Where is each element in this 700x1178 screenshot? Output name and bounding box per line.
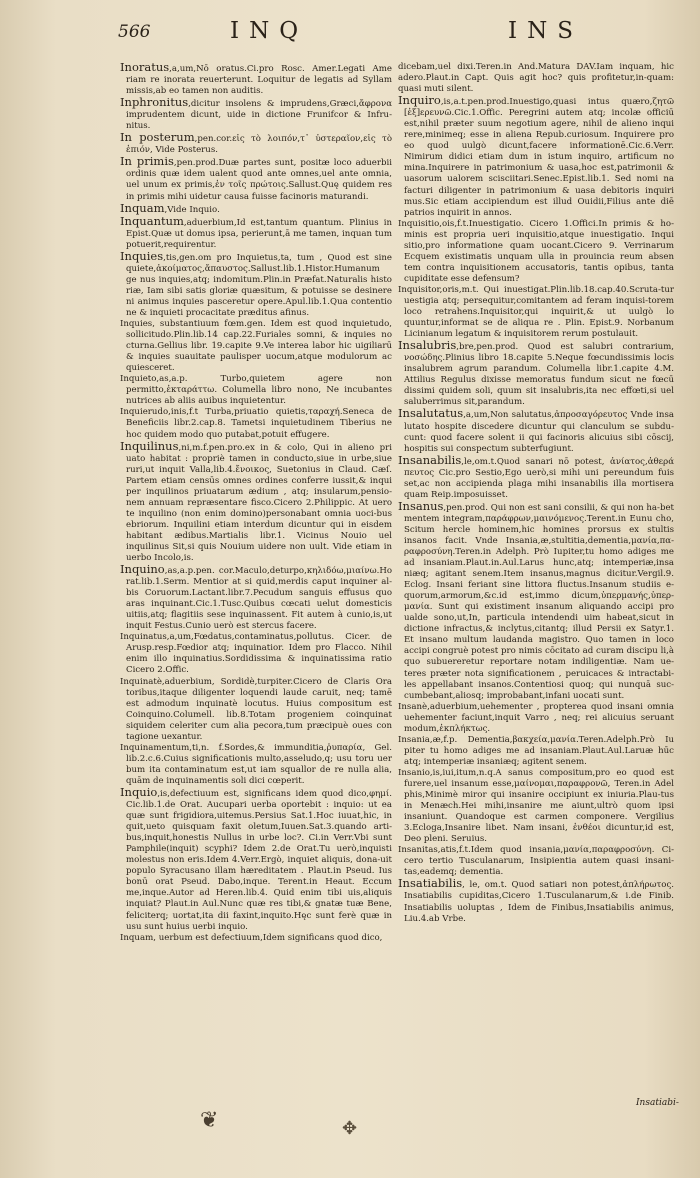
dictionary-entry [398,219,674,285]
dictionary-entry [398,735,674,768]
entry-text: ,bre,pen.prod. Quod est salubri contrarium, νοσώδης.Plinius libro 18.capite 5.Neque fœcundissimis locis insalubrem agrum parandum. Columella libr.1.capite 4.M. Attilius Regulus dixisse memoratus fundum sicut ne fœcū dissimi quidem soli, quum sit insalubris,ita nec effœti,si uel saluberrimus sit,parandum. [404,342,674,408]
dictionary-entry [398,408,674,454]
page-number: 566 [118,22,151,42]
entry-text: ,pen.prod.Duæ partes sunt, positæ loco aduerbii ordinis quæ idem ualent quod ante omnes,uel ante omnia, uel unum ex primis,ἐν τοῖς πρώτοις.Sallust.Quę quidem res in primis mihi uidetur causa fuisse facinoris maturandi. [126,158,392,202]
entry-headword: Inoratus [120,62,170,74]
printer-ornament-small-icon: ✥ [342,1118,358,1139]
dictionary-entry [398,95,674,219]
running-head-left: INQ [230,18,309,44]
entry-text: Inquinatus,a,um,Fœdatus,contaminatus,pollutus. Cicer. de Arusp.resp.Fœdior atq; inquinatior. Idem pro Flacco. Nihil enim illo inquinatius.Sordidissima & inquinatissima ratio Cicero 2.Offic. [120,632,392,676]
dictionary-entry [120,632,392,676]
dictionary-entry [398,62,674,95]
entry-text: Insania,æ,f.p. Dementia,βακχεία,μανία.Teren.Adelph.Prò Iu piter tu homo adiges me ad insaniam.Plaut.Aul.Laruæ hūc atq; intemperiæ insaniæq; agitent senem. [398,734,674,767]
entry-headword: Inquam [120,200,165,215]
entry-text: , le, om.t. Quod satiari non potest,ἀπλήρωτος. Insatiabilis cupiditas,Cicero 1.Tusculanarum,& i.de Finib. Insatiabilis uoluptas , Idem de Finibus,Insatiabilis animus, Liu.4.ab Vrbe. [404,880,674,924]
entry-text: ,tis,gen.om pro Inquietus,ta, tum , Quod est sine quiete,ἀκοίματος,ἄπαυστος.Sallust.lib.1.Histor.Humanum ge nus inquies,atq; indomitum.Plin.in Præfat.Naturalis histo riæ, Iam sibi satis gloriæ quæsitum, & potuisse se desinere ni animus inquies pasceretur opere.Apul.lib.1.Qua contentio ne & inquieti procacitate præditus afinus. [126,252,392,318]
dictionary-entry [120,62,392,97]
dictionary-entry [120,156,392,202]
dictionary-entry [120,132,392,156]
printer-ornament-icon: ❦ [200,1108,219,1133]
entry-headword: Inquilinus [120,438,179,453]
dictionary-entry [120,438,392,565]
dictionary-entry [398,285,674,340]
entry-text: ,Vide Inquio. [164,204,220,215]
entry-headword: In primis [120,154,174,169]
running-head-right: INS [508,18,583,44]
entry-text: Inquinamentum,ti,n. f.Sordes,& immunditia,ῥυπαρία, Gel. lib.2.c.6.Cuius significationis multo,asseludo,q; usu toru uer bum ita contaminatum est,ut iam squallor de re nulla alia, quām de inquinamentis soli dici cœperit. [120,742,392,786]
dictionary-entry [120,407,392,440]
entry-text: Inquisitio,ois,f.t.Inuestigatio. Cicero 1.Offici.In primis & ho-minis est propria ueri inquisitio,atque inuestigatio. Inqui sitio,pro informatione quam uocant.Cicero 9. Verrinarum Ecquem existimatis unquam ulla in prouincia reum absen tem contra inquisitionem accusatoris, tantis opibus, tanta cupiditate esse defensum? [398,218,674,284]
dictionary-entry [120,97,392,132]
dictionary-entry [120,213,392,251]
dictionary-entry [120,564,392,632]
dictionary-entry [398,845,674,878]
entry-headword: Insalutatus [398,406,464,421]
entry-text: Inquies, substantiuum fœm.gen. Idem est quod inquietudo, sollicitudo.Plin.lib.14 cap.22.Furiales somni, & inquies no cturna.Gellius libr. 19.capite 9.Ve interea labor hic uigiliarū & inquies suauitate paulisper uocum,atque modulorum ac quiesceret. [120,319,392,374]
entry-text: ,a,um,Non salutatus,ἀπροσαγόρευτος Vnde insa lutato hospite discedere dicuntur qui clanculum se subdu-cunt: quod facere solent ii qui facinoris alicuius sibi cōscij, hospitis sui conspectum subterfugiunt. [404,410,674,454]
entry-headword: Insanabilis [398,452,462,467]
entry-headword: Insalubris [398,338,457,353]
dictionary-entry [120,743,392,787]
dictionary-entry [120,319,392,374]
dictionary-entry [398,452,674,501]
entry-text: ,a,um,Nō oratus.Ci.pro Rosc. Amer.Legati Ame riam re inorata reuerterunt. Loquitur de legatis ad Syllam missis,ab eo tamen non auditis. [126,64,392,97]
entry-text: ,pen.cor.εἰς τὸ λοιπόν,τ᾽ ὑστεραῖον,εἰς τὸ ἐπιόν, Vide Posterus. [126,134,392,156]
entry-headword: Insatiabilis [398,876,463,891]
entry-headword: Inquiro [398,93,441,108]
entry-text: Inquisitor,oris,m.t. Qui inuestigat.Plin.lib.18.cap.40.Scruta-tur uestigia atq; persequitur,comitantem ad feram inquisi-torem loco retrahens.Inquisitor,qui inquirit,& ut uulgò lo quuntur,informat se de aliqua re . Plin. Epist.9. Norbanum Licinianum legatum & inquisitorem rerum postulauit. [398,284,674,340]
entry-text: ,le,om.t.Quod sanari nō potest, ἀνίατος,ἀθερά πευτος Cic.pro Sestio,Ego uerò,si mihi uni pereundum fuis set,ac non accipienda plaga mihi insanabilis illa mortisera quam Reip.imposuisset. [404,456,674,500]
page-header [0,14,700,54]
entry-text: ,pen.prod. Qui non est sani consilii, & qui non ha-bet mentem integram,παράφρων,μαινόμενος.Terent.in Eunu cho, Scitum hercle hominem,hic homines prorsus ex stultis insanos facit. Vnde Insania,æ,stultitia,dementia,μανία,πα-ραφροσύνη.Teren.in Adelph. Prò Iupiter,tu homo adiges me ad insaniam.Plaut.in.Aul.Larus hunc,atq; intemperiæ,insa niæq; agitant senem.Item insanus,magnus dicitur.Vergil.9. Eclog. Insani feriant sine littora fluctus.Insanum studiis e-quorum,armorum,&c.id est,immo dicum,ὑπερμανής,ὑπερ-μανία. Sunt qui existiment insanum aliquando accipi pro ualde sono,ut,In, particula intendendi uim habeat,sicut in dictione infractus,& inclytus,citantq; illud Persii ex Satyr.1. Et insano multum laudanda magistro. Quo tamen in loco accipi congruè potest pro nimis cōcitato ad curam discipu li,à quo subuereretur reportare notam indiligentiæ. Nam ue-teres præter nota significationem , peruicaces & intractabi-les appellabant insanos.Contentiosi quoq; qui nunquā suc-cumbebant,aliosq; improbabant,infani uocati sunt. [404,502,674,701]
entry-headword: Inquino [120,562,165,577]
entry-text: ,as,a.p.pen. cor.Maculo,deturpo,κηλιδόω,μιαίνω.Ho rat.lib.1.Serm. Mentior at si quid,merdis caput inquiner al-bis Coruorum.Lactant.libr.7.Pecudum sanguis effusus quo aras inquinant.Cic.1.Tusc.Quibus cœcati uelut domesticis uitiis,atq; flagitiis sese inquinassent. Fit autem à cunio,is,ut inquit Festus.Cunio uerò est stercus facere. [126,566,392,632]
dictionary-entry [398,768,674,845]
dictionary-entry [120,248,392,319]
entry-headword: Inphronitus [120,95,189,110]
dictionary-entry [120,374,392,407]
entry-headword: Inquantum [120,213,184,228]
dictionary-entry [120,933,392,944]
catchword: Insatiabi- [636,1098,679,1108]
entry-text: Inquam, uerbum est defectiuum,Idem significans quod dico, [120,932,383,943]
entry-text: ,ni,m.f.pen.pro.ex in & colo, Qui in alieno pri uato habitat : propriè tamen in conducto,siue in urbe,siue ruri,ut inquit Valla,lib.4.ἔνοικος, Suetonius in Claud. Cæſ. Partem etiam censūs omnes ordines conferre iussit,& inqui per inquilinos priuatarum ædium , atq; insularum,pensio-nem annuam repræsentare fisco.Cicero 2.Philippic. At uero te inquilino (non enim domino)personabant omnia uoci-bus ebriorum. Inquilini etiam interdum dicuntur qui in eisdem habitant ædibus.Martialis libr.1. Vicinus Nouio uel inquilinus Sit,si quis Nouium uidere non uult. Vide etiam in uerbo Incolo,is. [126,442,392,564]
dictionary-entry [398,340,674,408]
entry-text: Inquieto,as,a.p. Turbo,quietem agere non permitto,ἐκταράττω. Columella libro nono, Ne incubantes nutrices ab aliis auibus inquietentur. [120,374,392,407]
entry-text: ,aduerbium,Id est,tantum quantum. Plinius in Epist.Quæ ut domus ipsa, perierunt,ā me tamen, inquan tum potuerit,requirentur. [126,217,392,250]
entry-headword: In posterum [120,130,195,145]
entry-headword: Insanus [398,498,444,513]
entry-text: Insanio,is,iui,itum,n.q.A sanus compositum,pro eo quod est furere,uel insanum esse,μαίνομαι,παραφρονῶ, Teren.in Adel phis,Minimè miror qui insanire occipiunt ex iniuria.Plau-tus in Menæch.Hei mihi,insanire me aiunt,ultrò quom ipsi insaniunt. Quandoque est carmen componere. Vergilius 3.Ecloga,Insanire libet. Nam insani, ἐνθέοι dicuntur,id est, Deo pleni. Seruius. [398,767,674,845]
dictionary-entry [120,677,392,743]
entry-text: Insanitas,atis,f.t.Idem quod insania,μανία,παραφροσύνη. Ci-cero tertio Tusculanarum, Insipientia autem quasi insani-tas,eademq; dementia. [398,845,674,878]
entry-headword: Inquio [120,785,158,799]
entry-headword: Inquies [120,248,164,263]
entry-text: ,is,defectiuum est, significans idem quod dico,φημί. Cic.lib.1.de Orat. Aucupari uerba oportebit : inquio: ut ea quæ sunt frigidiora,uitemus.Persius Sat.1.Hoc iuuat,hic, in quit,ueto quisquam faxit oletum,Iuuen.Sat.3.quando arti-bus,inquit,honestis Nullus in urbe loc?. Ci.in Verr.Vbi sunt Pamphile(inquit) scyphi? Idem 2.de Orat.Tu uerò,inquisti molestus non eris.Idem 4.Verr.Ergò, inquiet aliquis, dona-uit populo Syracusano illam hæreditatem . Plaut.in Pseud. Ius bonū orat Pseud. Dabo,inque. Terent.in Heaut. Eccum me,inque.Autor ad Heren.lib.4. Quid enim tibi uis,aliquis inquiat? Plaut.in Aul.Nunc quæ res tibi,& gnatæ tuæ Bene, feliciterq; uortat,ita dii faxint,inquito.Hęc sunt ferè quæ in usu sunt huius uerbi inquio. [126,789,392,932]
left-column [120,62,392,1142]
dictionary-entry [398,702,674,735]
entry-text: ,is,a.t.pen.prod.Inuestigo,quasi intus quæro,ζητῶ [ἐξ]ερευνῶ.Cic.1.Offic. Peregrini autem atq; incolæ officiū est,nihil præter suum negotium agere, nihil de alieno inqui rere,minimeq; esse in aliena Repub.curiosum. Inquirere pro eo quod uulgò dicunt,facere informationē.Cic.6.Verr. Nimirum didici etiam dum in istum inquiro, artificum no mina.Inquirere in patrimonium & uasa,hoc est,patrimonii & uasorum ualorem scisciitari.Senec.Epist.lib.1. Sed nomi na facturi diligenter in patrimonium & uasa debitoris inquiri mus.Sic etiam accipiendum est illud Ouidii,Filius ante diē patrios inquirit in annos. [404,97,674,218]
entry-text: dicebam,uel dixi.Teren.in And.Matura DAV.Iam inquam, hic adero.Plaut.in Capt. Quis agit hoc? quis profitetur,in-quam: quasi muti silent. [398,62,674,95]
dictionary-entry [398,878,674,924]
entry-text: Insanè,aduerbium,uehementer , propterea quod insani omnia uehementer faciunt,inquit Varro , neq; rei alicuius seruant modum,ἐκπλήκτως. [398,701,674,734]
dictionary-entry [398,498,674,702]
right-column [398,62,674,1142]
entry-text: Inquinatè,aduerbium, Sordidè,turpiter.Cicero de Claris Ora toribus,itaque diligenter loquendi laude caruit, neq; tamē est admodum inquinatè locutus. Huius compositum est Coinquino.Columell. lib.8.Totam progeniem coinquinat siquidem celeriter cum alia pecora,tum præcipuè oues con tagione uexantur. [120,676,392,742]
entry-text: Inquierudo,inis,f.t Turba,priuatio quietis,ταραχή.Seneca de Beneficiis libr.2.cap.8. Tametsi inquietudinem Tiberius ne hoc quidem modo quo putabat,potuit effugere. [120,407,392,440]
entry-text: ,dicitur insolens & imprudens,Græci,ἄφρονα imprudentem dicunt, uide in dictione Frunifcor & Infru-nitus. [126,99,392,132]
dictionary-entry [120,787,392,933]
